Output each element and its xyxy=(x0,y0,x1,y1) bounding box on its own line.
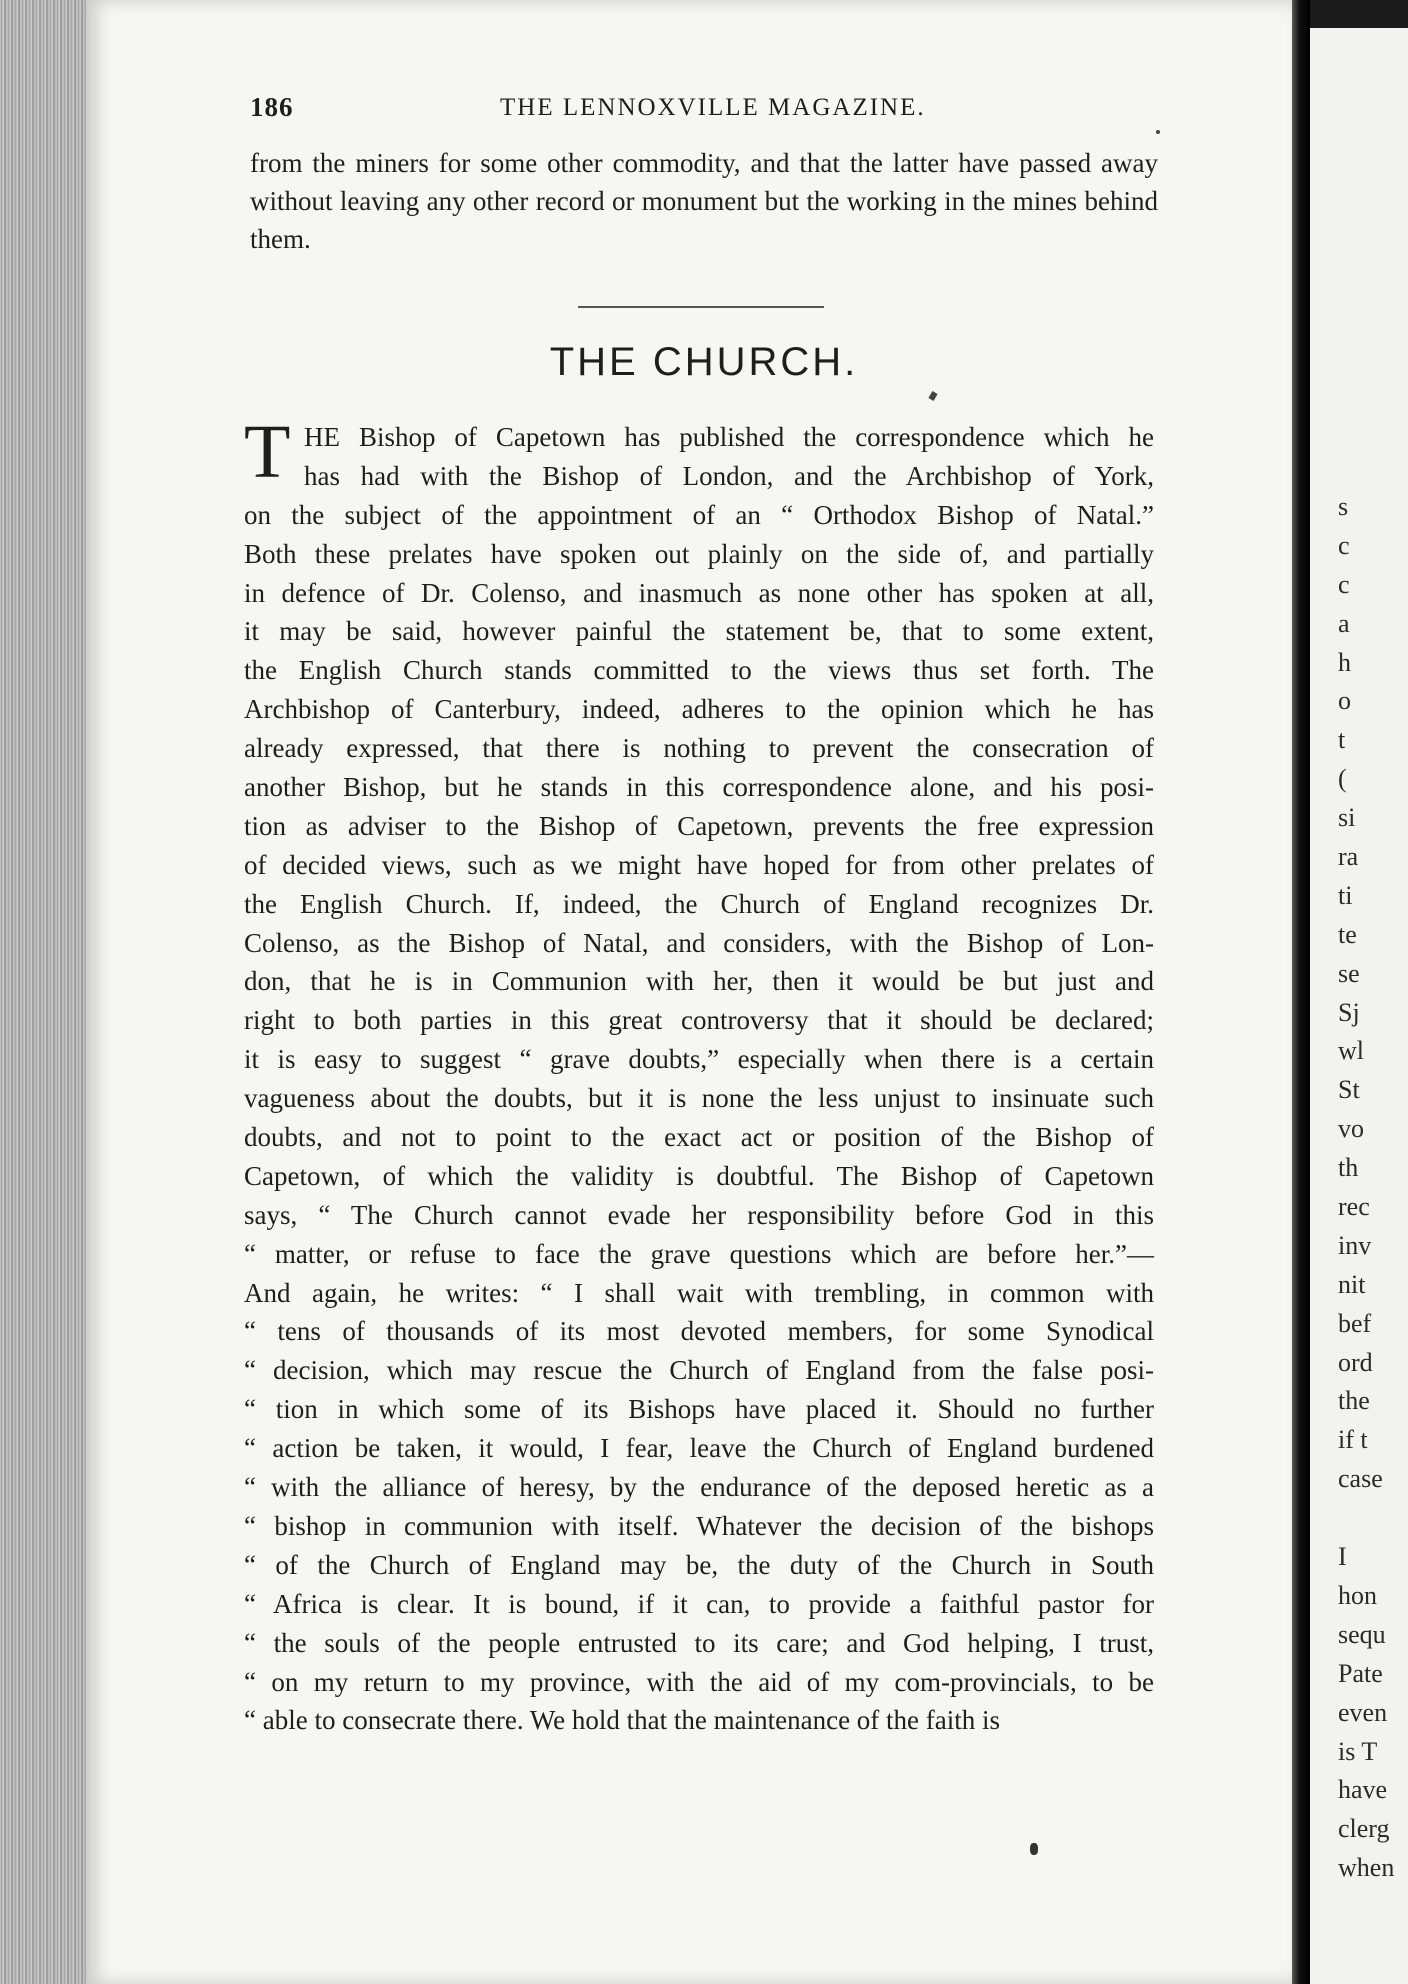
running-title: THE LENNOXVILLE MAGAZINE. xyxy=(500,94,926,121)
article-body xyxy=(244,418,1154,1740)
text-line: “ on my return to my province, with the aid of my com-provincials, to be xyxy=(244,1666,1154,1697)
text-line: on the subject of the appointment of an “ Orthodox Bishop of Natal.” xyxy=(244,499,1154,530)
text-line: HE Bishop of Capetown has published the correspondence which he xyxy=(304,422,1154,452)
facing-text-fragment: Pate xyxy=(1338,1658,1383,1688)
facing-text-fragment: rec xyxy=(1338,1192,1370,1222)
drop-cap: T xyxy=(244,410,291,494)
facing-text-fragment: case xyxy=(1338,1464,1383,1494)
text-line: “ bishop in communion with itself. Whatever the decision of the bishops xyxy=(244,1510,1154,1541)
facing-text-fragment: nit xyxy=(1338,1269,1366,1299)
facing-text-fragment xyxy=(1338,1499,1408,1538)
text-line: of decided views, such as we might have hoped for from other prelates of xyxy=(244,849,1154,880)
facing-page-text xyxy=(1338,488,1408,1888)
text-line: right to both parties in this great controversy that it should be declared; xyxy=(244,1005,1154,1036)
continued-paragraph: from the miners for some other commodity, and that the latter have passed away without leaving any other record or monument but the working in the mines behind them. xyxy=(250,148,1158,254)
facing-text-fragment: th xyxy=(1338,1153,1359,1183)
text-line: Colenso, as the Bishop of Natal, and considers, with the Bishop of Lon- xyxy=(244,927,1154,958)
facing-text-fragment: vo xyxy=(1338,1114,1364,1144)
facing-text-fragment: St xyxy=(1338,1075,1360,1105)
text-line: “ of the Church of England may be, the duty of the Church in South xyxy=(244,1549,1154,1580)
print-speck xyxy=(1030,1843,1038,1855)
facing-text-fragment: ti xyxy=(1338,880,1353,910)
section-divider xyxy=(578,306,824,308)
text-line: “ Africa is clear. It is bound, if it can, to provide a faithful pastor for xyxy=(244,1588,1154,1619)
text-line: “ decision, which may rescue the Church of England from the false posi- xyxy=(244,1355,1154,1386)
facing-text-fragment: if t xyxy=(1338,1425,1368,1455)
facing-text-fragment: ord xyxy=(1338,1347,1373,1377)
facing-text-fragment: have xyxy=(1338,1775,1388,1805)
facing-text-fragment: t xyxy=(1338,725,1346,755)
facing-text-fragment: te xyxy=(1338,919,1357,949)
facing-text-fragment: hon xyxy=(1338,1580,1377,1610)
text-line: says, “ The Church cannot evade her responsibility before God in this xyxy=(244,1199,1154,1230)
facing-text-fragment: when xyxy=(1338,1853,1395,1883)
facing-text-fragment: a xyxy=(1338,608,1350,638)
text-line: “ matter, or refuse to face the grave questions which are before her.”— xyxy=(244,1238,1154,1269)
text-line: “ tens of thousands of its most devoted members, for some Synodical xyxy=(244,1316,1154,1347)
text-line: “ tion in which some of its Bishops have placed it. Should no further xyxy=(244,1394,1154,1425)
text-line: in defence of Dr. Colenso, and inasmuch as none other has spoken at all, xyxy=(244,577,1154,608)
facing-text-fragment: is T xyxy=(1338,1736,1378,1766)
facing-text-fragment: ( xyxy=(1338,764,1347,794)
text-line: has had with the Bishop of London, and the Archbishop of York, xyxy=(304,460,1154,491)
section-title: THE CHURCH. xyxy=(549,340,859,384)
page-number: 186 xyxy=(250,92,294,122)
text-line: Archbishop of Canterbury, indeed, adheres to the opinion which he has xyxy=(244,694,1154,725)
running-head xyxy=(250,92,1120,132)
text-line: Both these prelates have spoken out plainly on the side of, and partially xyxy=(244,538,1154,569)
facing-text-fragment: I xyxy=(1338,1542,1347,1572)
facing-text-fragment: Sj xyxy=(1338,997,1360,1027)
facing-text-fragment: sequ xyxy=(1338,1619,1386,1649)
text-line: another Bishop, but he stands in this correspondence alone, and his posi- xyxy=(244,772,1154,803)
facing-text-fragment: the xyxy=(1338,1386,1370,1416)
facing-text-fragment: c xyxy=(1338,569,1350,599)
facing-text-fragment: o xyxy=(1338,686,1351,716)
facing-text-fragment: c xyxy=(1338,530,1350,560)
text-line: “ able to consecrate there. We hold that the maintenance of the faith is xyxy=(244,1705,1001,1736)
text-line: vagueness about the doubts, but it is none the less unjust to insinuate such xyxy=(244,1083,1154,1114)
facing-text-fragment: wl xyxy=(1338,1036,1364,1066)
text-line: “ with the alliance of heresy, by the endurance of the deposed heretic as a xyxy=(244,1472,1154,1503)
facing-text-fragment: ra xyxy=(1338,842,1359,872)
book-gutter xyxy=(1292,0,1310,1984)
text-line: it is easy to suggest “ grave doubts,” especially when there is a certain xyxy=(244,1044,1154,1075)
text-line: the English Church stands committed to the views thus set forth. The xyxy=(244,655,1154,686)
text-line: it may be said, however painful the statement be, that to some extent, xyxy=(244,616,1154,647)
facing-text-fragment: s xyxy=(1338,492,1349,521)
facing-page xyxy=(1310,28,1408,1984)
text-line: already expressed, that there is nothing to prevent the consecration of xyxy=(244,733,1154,764)
text-line: don, that he is in Communion with her, then it would be but just and xyxy=(244,966,1154,997)
facing-text-fragment: bef xyxy=(1338,1308,1372,1338)
text-line: “ the souls of the people entrusted to its care; and God helping, I trust, xyxy=(244,1627,1154,1658)
text-line: the English Church. If, indeed, the Church of England recognizes Dr. xyxy=(244,888,1154,919)
facing-text-fragment: h xyxy=(1338,647,1351,677)
facing-text-fragment: si xyxy=(1338,803,1356,833)
print-speck xyxy=(1156,130,1160,134)
facing-text-fragment: inv xyxy=(1338,1230,1372,1260)
page-edges xyxy=(0,0,90,1984)
text-line: tion as adviser to the Bishop of Capetown, prevents the free expression xyxy=(244,810,1154,841)
facing-text-fragment: se xyxy=(1338,958,1360,988)
text-line: doubts, and not to point to the exact act or position of the Bishop of xyxy=(244,1122,1154,1153)
facing-text-fragment: even xyxy=(1338,1697,1388,1727)
text-line: And again, he writes: “ I shall wait with trembling, in common with xyxy=(244,1277,1154,1308)
facing-text-fragment: clerg xyxy=(1338,1814,1390,1844)
text-line: Capetown, of which the validity is doubtful. The Bishop of Capetown xyxy=(244,1160,1154,1191)
text-line: “ action be taken, it would, I fear, leave the Church of England burdened xyxy=(244,1433,1154,1464)
